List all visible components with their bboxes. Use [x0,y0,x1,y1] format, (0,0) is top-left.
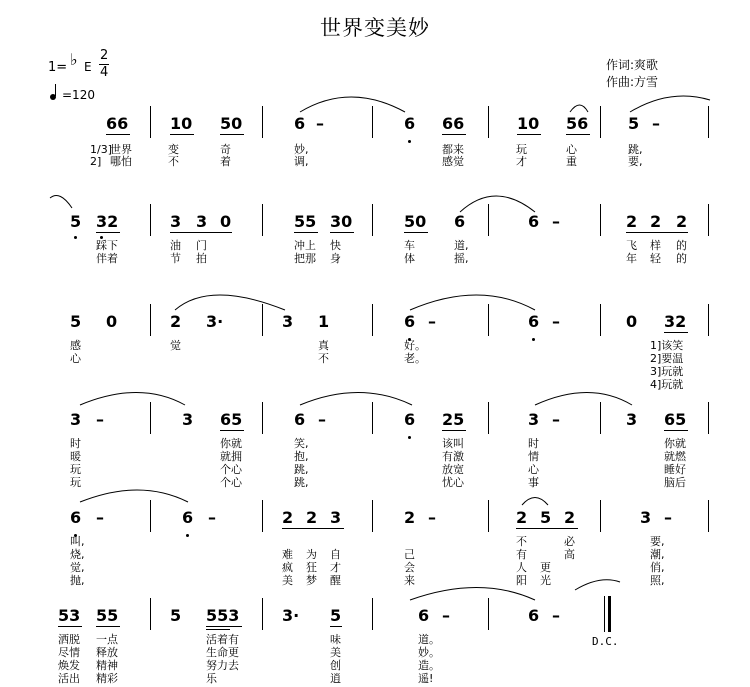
lyric: 放宽 [442,463,464,476]
lyric: 要, [628,155,643,168]
key-letter: E [84,60,92,74]
note: – [552,410,560,429]
lyric: 飞 [626,239,637,252]
lyric: 醒 [330,574,341,587]
lyric: 笑, [294,437,309,450]
lyric: 才 [330,561,341,574]
note: 65 [220,410,243,429]
note: 5 [70,212,82,231]
lyric: 洒脱 [58,633,80,646]
lyric: 一点 [96,633,118,646]
note: 32 [96,212,119,231]
note: – [96,410,104,429]
lyric: 精神 [96,659,118,672]
lyric: 踩下 [96,239,118,252]
da-capo-label: D.C. [592,635,619,648]
note: 3 [330,508,342,527]
lyric: 逍 [330,672,341,685]
note: 2 [516,508,528,527]
note: – [442,606,450,625]
lyric: 烧, [70,548,85,561]
lyric: 释放 [96,646,118,659]
note: 0 [106,312,118,331]
slur [80,490,188,502]
lyric: 轻 [650,252,661,265]
note: 6 [528,212,540,231]
lyric: 哪怕 [110,155,132,168]
lyric: 潮, [650,548,665,561]
note: 6 [528,606,540,625]
lyric: 妙, [294,143,309,156]
note: 5 [330,606,342,625]
lyric: 跳, [628,143,643,156]
note: 53 [58,606,81,625]
note: – [428,312,436,331]
note: 10 [170,114,193,133]
lyric: 焕发 [58,659,80,672]
lyric: 造。 [418,659,440,672]
note: 2 [676,212,688,231]
note: – [318,410,326,429]
note: 65 [664,410,687,429]
lyric: 精彩 [96,672,118,685]
lyric: 有激 [442,450,464,463]
note: 5 [70,312,82,331]
note: 55 [96,606,119,625]
slur [175,295,285,310]
note: 3 [282,312,294,331]
note: 50 [404,212,427,231]
note: 3 [640,508,652,527]
slur [575,580,620,590]
slur [300,97,405,112]
lyric: 你就 [664,437,686,450]
lyric: 睡好 [664,463,686,476]
lyric: 美 [330,646,341,659]
lyric: 跳, [294,463,309,476]
note: 5 [628,114,640,133]
lyric: 难 [282,548,293,561]
lyric: 节 [170,252,181,265]
lyric: 会 [404,561,415,574]
lyric: 活出 [58,672,80,685]
lyric: 玩 [70,476,81,489]
note: 6 [294,410,306,429]
lyric: 就拥 [220,450,242,463]
lyric: 梦 [306,574,317,587]
lyric: 体 [404,252,415,265]
lyric: 俏, [650,561,665,574]
note: 1 [318,312,330,331]
note: 6 [70,508,82,527]
note: – [316,114,324,133]
lyric: 狂 [306,561,317,574]
tempo-marking [50,88,95,102]
lyric: 心 [528,463,539,476]
lyric: 高 [564,548,575,561]
lyric: 抛, [70,574,85,587]
note: – [664,508,672,527]
note: 2 [404,508,416,527]
note: 10 [517,114,540,133]
note: 2 [170,312,182,331]
lyric: 心 [70,352,81,365]
lyric: 4]玩就 [650,378,684,391]
lyric: 要, [650,535,665,548]
lyric: 活着有 [206,633,239,646]
lyric: 好。 [404,339,426,352]
lyric: 遥! [418,672,434,685]
slur [460,196,535,212]
lyric: 奇 [220,143,231,156]
note: 2 [282,508,294,527]
lyric: 觉 [170,339,181,352]
lyric: 油 [170,239,181,252]
lyric: 忧心 [442,476,464,489]
note: – [552,312,560,331]
note: 6 [418,606,430,625]
lyric: 光 [540,574,551,587]
lyric: 个心 [220,476,242,489]
lyric: 努力去 [206,659,239,672]
note: 25 [442,410,465,429]
lyric: 感觉 [442,155,464,168]
lyric: 叫, [70,535,85,548]
time-denominator: 4 [100,65,109,80]
note: 3· [282,606,300,625]
lyric: 照, [650,574,665,587]
lyric: 3]玩就 [650,365,684,378]
composer: 作曲:方雪 [606,75,659,89]
lyric: 年 [626,252,637,265]
note: 50 [220,114,243,133]
note: 3 [528,410,540,429]
slur [630,96,710,112]
lyric: 创 [330,659,341,672]
note: 5 [540,508,552,527]
lyric: 时 [70,437,81,450]
lyricist: 作词:爽歌 [606,58,659,72]
time-numerator: 2 [100,48,109,63]
lyric: 个心 [220,463,242,476]
lyric: 不 [168,155,179,168]
lyric: 必 [564,535,575,548]
note: 6 [528,312,540,331]
lyric: 妙。 [418,646,440,659]
lyric: 生命更 [206,646,239,659]
lyric: 味 [330,633,341,646]
note: 6 [294,114,306,133]
slur [50,196,72,208]
flat-icon: ♭ [70,50,78,69]
lyric: 变 [168,143,179,156]
lyric: 事 [528,476,539,489]
note: 66 [442,114,465,133]
credits [606,57,658,91]
lyric: 的 [676,252,687,265]
lyric: 快 [330,239,341,252]
lyric: 就燃 [664,450,686,463]
slur [410,588,535,601]
lyric: 更 [540,561,551,574]
lyric: 玩 [516,143,527,156]
lyric: 冲上 [294,239,316,252]
lyric: 才 [516,155,527,168]
lyric: 己 [404,548,415,561]
lyric: 跳, [294,476,309,489]
lyric: 1]该笑 [650,339,684,352]
lyric: 时 [528,437,539,450]
slur [535,393,632,406]
lyric: 2]要温 [650,352,684,365]
note: 0 [220,212,232,231]
note: – [428,508,436,527]
note: – [96,508,104,527]
key-signature [48,48,128,88]
note: 6 [182,508,194,527]
note: 553 [206,606,240,625]
note: 3 [626,410,638,429]
lyric: 该叫 [442,437,464,450]
note: 6 [454,212,466,231]
lyric: 有 [516,548,527,561]
lyric: 2] [90,155,102,168]
lyric: 真 [318,339,329,352]
lyric: 伴着 [96,252,118,265]
note: 55 [294,212,317,231]
lyric: 重 [566,155,577,168]
lyric: 心 [566,143,577,156]
lyric: 暖 [70,450,81,463]
slur [570,105,588,112]
lyric: 摇, [454,252,469,265]
lyric: 为 [306,548,317,561]
lyric: 车 [404,239,415,252]
note: 3 [70,410,82,429]
lyric: 把那 [294,252,316,265]
lyric: 自 [330,548,341,561]
lyric: 的 [676,239,687,252]
note: 5 [170,606,182,625]
lyric: 阳 [516,574,527,587]
lyric: 不 [318,352,329,365]
lyric: 老。 [404,352,426,365]
note: – [208,508,216,527]
lyric: 乐 [206,672,217,685]
lyric: 脑后 [664,476,686,489]
slur [80,393,185,406]
lyric: 道。 [418,633,440,646]
note: 3 [182,410,194,429]
lyric: 道, [454,239,469,252]
quarter-note-icon [50,94,56,100]
note: 56 [566,114,589,133]
slur [410,295,535,310]
note: 2 [564,508,576,527]
key-one: 1= [48,60,68,75]
slur [522,498,548,506]
tempo-value: =120 [62,88,95,102]
note: 6 [404,114,416,133]
lyric: 人 [516,561,527,574]
lyric: 都来 [442,143,464,156]
note: – [552,212,560,231]
note: 2 [650,212,662,231]
lyric: 身 [330,252,341,265]
lyric: 尽情 [58,646,80,659]
slur [300,393,412,406]
note: 3 [196,212,208,231]
note: 32 [664,312,687,331]
lyric: 世界 [110,143,132,156]
lyric: 调, [294,155,309,168]
note: 6 [404,410,416,429]
song-title: 世界变美妙 [320,16,430,40]
lyric: 来 [404,574,415,587]
lyric: 疯 [282,561,293,574]
lyric: 感 [70,339,81,352]
note: 0 [626,312,638,331]
lyric: 拍 [196,252,207,265]
lyric: 觉, [70,561,85,574]
lyric: 着 [220,155,231,168]
note: 3· [206,312,224,331]
lyric: 你就 [220,437,242,450]
note: 2 [306,508,318,527]
note: 3 [170,212,182,231]
lyric: 玩 [70,463,81,476]
note: 66 [106,114,129,133]
lyric: 1/3] [90,143,112,156]
note: 2 [626,212,638,231]
note: – [652,114,660,133]
lyric: 门 [196,239,207,252]
note: 30 [330,212,353,231]
lyric: 不 [516,535,527,548]
lyric: 样 [650,239,661,252]
note: – [552,606,560,625]
lyric: 抱, [294,450,309,463]
lyric: 美 [282,574,293,587]
note: 6 [404,312,416,331]
lyric: 情 [528,450,539,463]
